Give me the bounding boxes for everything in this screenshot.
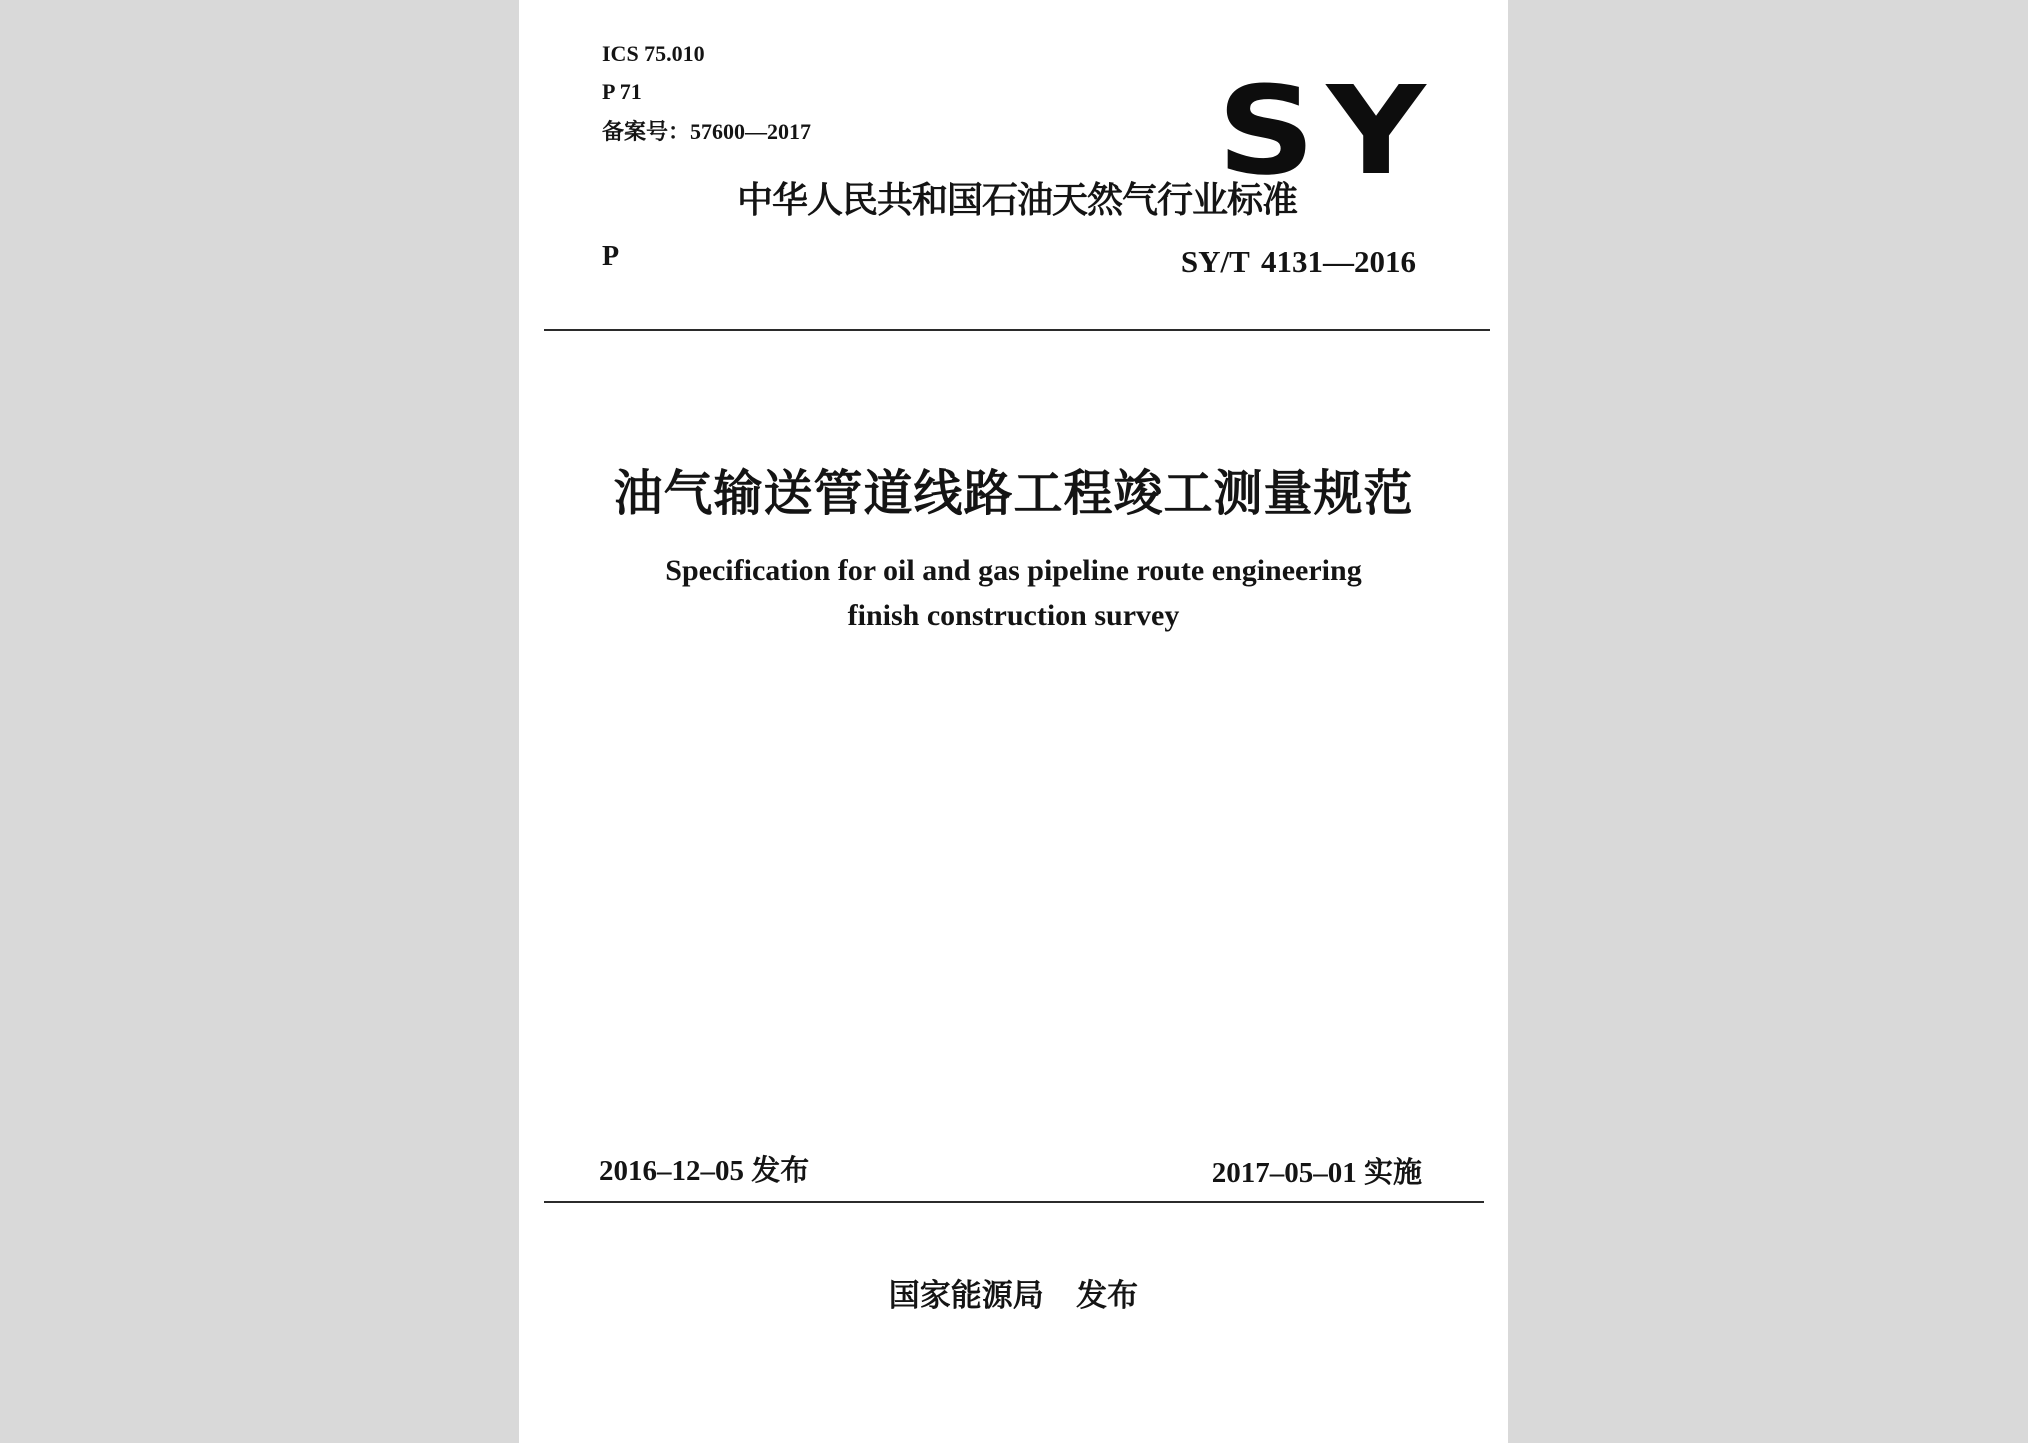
sy-logo: SY <box>1217 60 1437 202</box>
class-letter: P <box>602 241 620 272</box>
record-number: 备案号：57600—2017 <box>602 119 812 144</box>
industry-standard-title: 中华人民共和国石油天然气行业标准 <box>737 180 1298 221</box>
issuing-authority: 国家能源局 发布 <box>888 1278 1139 1314</box>
document-title-chinese: 油气输送管道线路工程竣工测量规范 <box>613 465 1414 522</box>
document-title-english-line2: finish construction survey <box>847 599 1180 632</box>
classification-code: P 71 <box>602 79 642 104</box>
standard-number: SY/T 4131—2016 <box>1180 244 1416 279</box>
issue-date: 2016–12–05 发布 <box>599 1155 810 1187</box>
header-divider <box>544 329 1490 331</box>
document-page <box>519 0 1508 1443</box>
effective-date: 2017–05–01 实施 <box>1211 1157 1422 1189</box>
footer-divider <box>544 1201 1484 1203</box>
ics-code: ICS 75.010 <box>602 41 705 66</box>
document-title-english-line1: Specification for oil and gas pipeline route engineering <box>665 554 1362 587</box>
